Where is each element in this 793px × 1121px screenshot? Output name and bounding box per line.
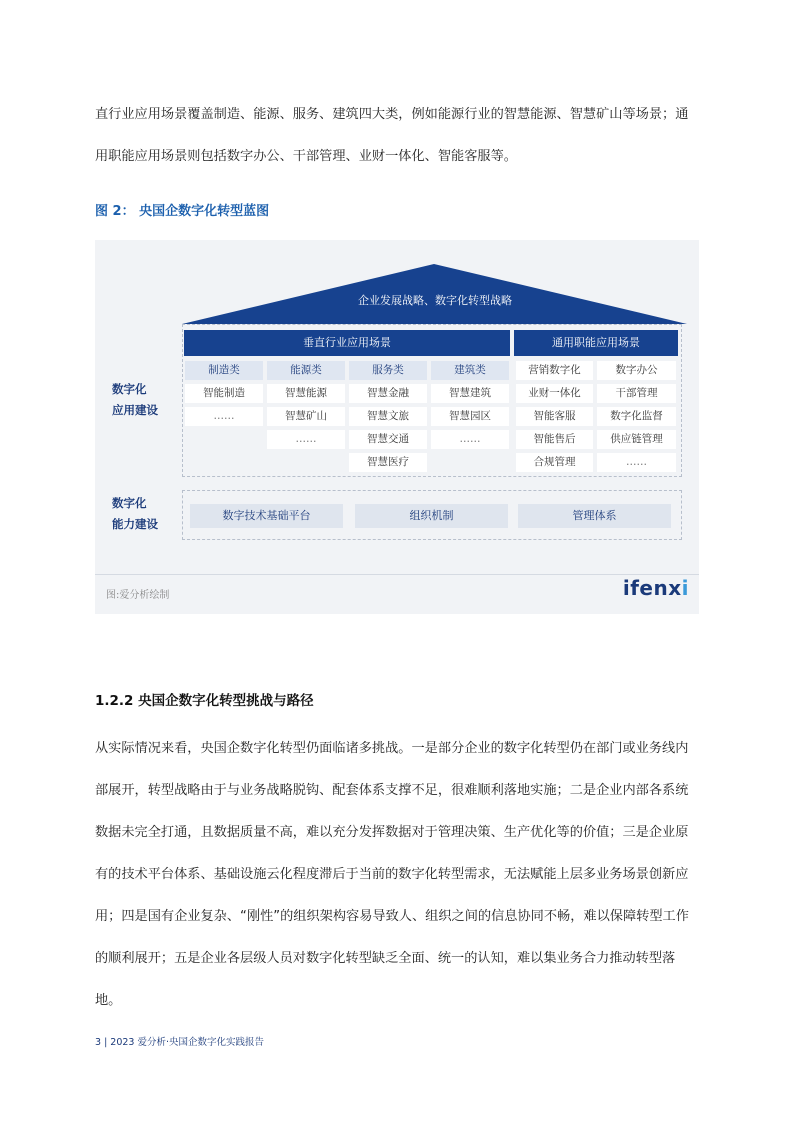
column-title-manufacturing: 制造类: [185, 361, 263, 380]
scenario-cell: 智慧文旅: [349, 407, 427, 426]
page-footer: 3 | 2023 爱分析·央国企数字化实践报告: [95, 1037, 265, 1048]
app-build-label-line1: 数字化: [112, 382, 147, 396]
scenario-cell: ……: [431, 430, 509, 449]
scenario-cell: 合规管理: [516, 453, 593, 472]
column-title-energy: 能源类: [267, 361, 345, 380]
scenario-cell: 营销数字化: [516, 361, 593, 380]
column-title-services: 服务类: [349, 361, 427, 380]
figure-source: 图:爱分析绘制: [106, 590, 170, 601]
section-heading: 1.2.2 央国企数字化转型挑战与路径: [95, 693, 314, 709]
scenario-cell: 智能售后: [516, 430, 593, 449]
scenario-cell: 智慧金融: [349, 384, 427, 403]
capability-box: 数字技术基础平台: [190, 504, 343, 528]
capability-build-label-line2: 能力建设: [112, 517, 158, 531]
roof-label: 企业发展战略、数字化转型战略: [358, 294, 512, 307]
figure-caption: 图 2： 央国企数字化转型蓝图: [95, 204, 270, 219]
scenario-cell: 业财一体化: [516, 384, 593, 403]
app-build-label: [112, 379, 158, 421]
intro-paragraph: 直行业应用场景覆盖制造、能源、服务、建筑四大类，例如能源行业的智慧能源、智慧矿山等场景；通用职能应用场景则包括数字办公、干部管理、业财一体化、智能客服等。: [95, 107, 689, 164]
logo-text: ifenx: [622, 576, 682, 600]
scenario-cell: 智能客服: [516, 407, 593, 426]
scenario-cell: 智慧能源: [267, 384, 345, 403]
scenario-cell: 干部管理: [597, 384, 676, 403]
scenario-cell: 数字化监督: [597, 407, 676, 426]
capability-box: 组织机制: [355, 504, 508, 528]
figure-divider: [95, 574, 699, 575]
logo-accent: i: [681, 576, 689, 600]
scenario-cell: 供应链管理: [597, 430, 676, 449]
scenario-cell: 智慧建筑: [431, 384, 509, 403]
capability-build-label-line1: 数字化: [112, 496, 147, 510]
body-paragraph: 从实际情况来看，央国企数字化转型仍面临诸多挑战。一是部分企业的数字化转型仍在部门或业务线内部展开，转型战略由于与业务战略脱钩、配套体系支撑不足，很难顺利落地实施；二是企业内部各系统数据未完全打通，且数据质量不高，难以充分发挥数据对于管理决策、生产优化等的价值；三是企业原有的技术平台体系、基础设施云化程度滞后于当前的数字化转型需求，无法赋能上层多业务场景创新应用；四是国有企业复杂、“刚性”的组织架构容易导致人、组织之间的信息协同不畅，难以保障转型工作的顺利展开；五是企业各层级人员对数字化转型缺乏全面、统一的认知，难以集业务合力推动转型落地。: [95, 741, 689, 1008]
scenario-cell: 数字办公: [597, 361, 676, 380]
capability-build-label: [112, 493, 158, 535]
column-title-construction: 建筑类: [431, 361, 509, 380]
scenario-cell: 智慧医疗: [349, 453, 427, 472]
scenario-cell: 智慧交通: [349, 430, 427, 449]
scenario-cell: 智慧园区: [431, 407, 509, 426]
scenario-cell: ……: [267, 430, 345, 449]
scenario-cell: ……: [185, 407, 263, 426]
ifenxi-logo: [623, 576, 689, 600]
capability-box: 管理体系: [518, 504, 671, 528]
app-build-label-line2: 应用建设: [112, 403, 158, 417]
scenario-cell: ……: [597, 453, 676, 472]
general-function-header: 通用职能应用场景: [514, 330, 678, 356]
scenario-cell: 智能制造: [185, 384, 263, 403]
blueprint-figure: [95, 240, 699, 614]
scenario-cell: 智慧矿山: [267, 407, 345, 426]
vertical-industry-header: 垂直行业应用场景: [184, 330, 510, 356]
